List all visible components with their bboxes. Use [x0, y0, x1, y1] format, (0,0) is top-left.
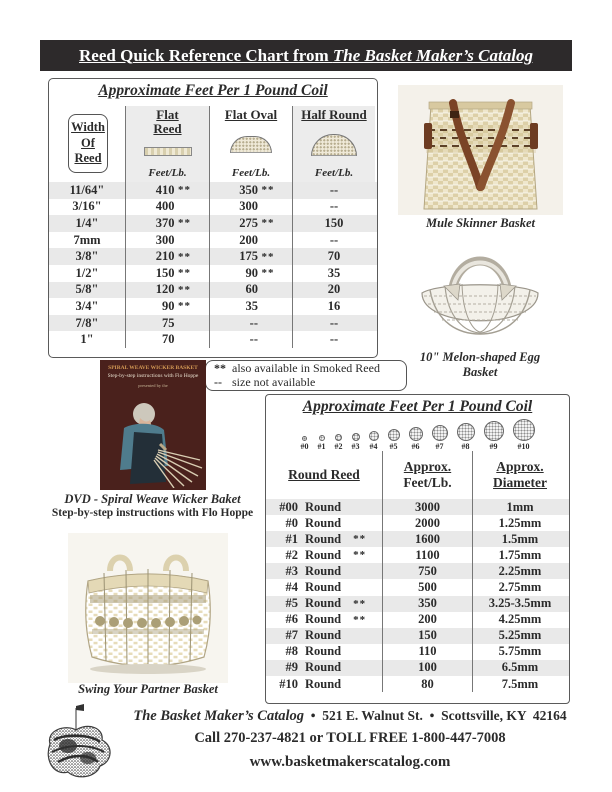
half-round-icon [311, 134, 357, 156]
flat-value: 210 [155, 249, 175, 264]
feet-cell: 150 [382, 628, 472, 644]
feet-cell: 100 [382, 660, 472, 676]
feet-cell: 200 [382, 612, 472, 628]
oval-cell [209, 298, 292, 315]
name-cell: Round [305, 660, 342, 675]
diameter-cell: 5.75mm [472, 644, 567, 660]
half-cell: -- [292, 182, 375, 199]
round-reed-table-body [266, 499, 569, 692]
dvd-cover-photo [100, 360, 206, 490]
flat-oval-label: Flat Oval [224, 107, 278, 122]
half-cell: 35 [292, 265, 375, 282]
oval-cell [209, 215, 292, 232]
diameter-cell: 2.75mm [472, 579, 567, 595]
size-label: #6 [411, 442, 420, 451]
footer [118, 708, 582, 771]
width-cell: 1/2" [75, 265, 99, 280]
round-reed-header-cell [266, 451, 382, 499]
egg-caption-line2: Basket [462, 365, 498, 379]
dvd-cover-credit: presented by the [138, 383, 168, 388]
diameter-cell: 7.5mm [472, 676, 567, 692]
name-cell: Round [305, 676, 342, 691]
oval-cell [209, 265, 292, 282]
table-row [266, 628, 569, 644]
flat-note: ** [178, 300, 191, 313]
dvd-caption-line2: Step-by-step instructions with Flo Hoppe [51, 507, 254, 519]
flat-value: 370 [155, 215, 175, 230]
table-row [49, 232, 377, 249]
page-title-text: Reed Quick Reference Chart from [79, 45, 333, 65]
round-reed-icon [409, 427, 423, 441]
flat-reed-table-title-text: Approximate Feet Per 1 Pound Coil [98, 82, 328, 99]
size-cell: #3 [285, 563, 298, 578]
approx-diameter-header-cell [472, 451, 567, 499]
oval-value: 350 [239, 182, 258, 197]
approx-label: Approx. [496, 459, 544, 475]
half-round-label: Half Round [301, 107, 367, 122]
flat-value: 400 [155, 199, 175, 214]
dvd-caption-line1: DVD - Spiral Weave Wicker Baket [64, 492, 241, 506]
flat-cell [125, 232, 209, 249]
table-row [266, 499, 569, 515]
flat-cell [125, 331, 209, 348]
table-row [49, 331, 377, 348]
half-cell: -- [292, 315, 375, 332]
flat-reed-header-label [153, 108, 181, 137]
footnote-text: size not available [232, 374, 316, 389]
flat-cell [125, 199, 209, 216]
table-row [49, 298, 377, 315]
flat-oval-header-cell [209, 106, 292, 182]
diameter-cell: 1.75mm [472, 547, 567, 563]
size-cell: #8 [285, 644, 298, 659]
table-row [266, 676, 569, 692]
feet-cell: 1600 [382, 531, 472, 547]
round-reed-icon [319, 435, 325, 441]
half-cell: 20 [292, 282, 375, 299]
flat-note: ** [178, 250, 191, 263]
oval-value: 175 [239, 249, 258, 264]
size-label: #1 [317, 442, 326, 451]
round-reed-table-title-text: Approximate Feet Per 1 Pound Coil [302, 398, 533, 415]
size-label: #4 [369, 442, 378, 451]
footer-address-line [118, 708, 582, 725]
footnote-box [205, 360, 407, 391]
table-row [266, 563, 569, 579]
name-cell: Round [305, 580, 342, 595]
width-of-reed-box [68, 114, 108, 173]
basket-makers-logo [38, 700, 120, 791]
note-cell: ** [353, 549, 367, 562]
round-reed-icon [457, 423, 475, 441]
size-label: #9 [489, 442, 498, 451]
round-reed-icon [335, 434, 342, 441]
table-row [266, 596, 569, 612]
mule-skinner-basket-photo [398, 85, 563, 220]
name-cell: Round [305, 547, 342, 562]
round-reed-table-header [266, 451, 569, 499]
half-feet-lb-label: Feet/Lb. [314, 167, 354, 179]
size-item [457, 420, 475, 451]
oval-value: -- [249, 315, 258, 330]
round-reed-icon [484, 421, 504, 441]
name-cell: Round [305, 563, 342, 578]
half-cell: 70 [292, 248, 375, 265]
size-item [318, 420, 326, 451]
footnote-symbol: ** [214, 361, 226, 375]
table-row [49, 282, 377, 299]
egg-caption-line1: 10" Melon-shaped Egg [419, 350, 541, 364]
feet-cell: 1100 [382, 547, 472, 563]
flat-note: ** [178, 267, 191, 280]
dvd-caption [40, 492, 265, 519]
reed-label: Reed [74, 151, 102, 166]
size-item [484, 420, 504, 451]
flat-note: ** [178, 184, 191, 197]
round-reed-icon [369, 431, 379, 441]
feet-cell: 500 [382, 579, 472, 595]
table-row [49, 182, 377, 199]
footer-brand: The Basket Maker’s Catalog [133, 708, 305, 724]
page-title-brand: The Basket Maker’s Catalog [332, 45, 533, 65]
swing-basket-caption: Swing Your Partner Basket [78, 682, 218, 696]
flat-value: 300 [155, 232, 175, 247]
table-row [266, 579, 569, 595]
diameter-cell: 1.25mm [472, 515, 567, 531]
oval-note: ** [261, 217, 275, 230]
round-reed-icon [302, 436, 307, 441]
width-cell: 1/4" [75, 215, 99, 230]
feet-cell: 750 [382, 563, 472, 579]
oval-cell [209, 282, 292, 299]
diameter-cell: 3.25-3.5mm [472, 596, 567, 612]
size-label: #7 [435, 442, 444, 451]
round-reed-table [265, 394, 570, 704]
oval-feet-lb-label: Feet/Lb. [231, 167, 271, 179]
flat-reed-icon [144, 147, 192, 156]
footer-address: • 521 E. Walnut St. • Scottsville, KY 42164 [304, 708, 567, 723]
width-cell: 5/8" [75, 282, 99, 297]
size-cell: #4 [285, 580, 298, 595]
flat-cell [125, 265, 209, 282]
footer-phone: Call 270-237-4821 or TOLL FREE 1-800-447-7008 [194, 730, 506, 746]
size-label: #5 [389, 442, 398, 451]
name-cell: Round [305, 612, 342, 627]
width-cell: 1" [80, 332, 94, 347]
flat-reed-icon-box [144, 137, 192, 167]
flat-value: 70 [162, 332, 175, 347]
table-row [266, 660, 569, 676]
name-cell: Round [305, 531, 342, 546]
flat-reed-table-body [49, 182, 377, 348]
oval-value: 90 [245, 265, 258, 280]
oval-cell [209, 248, 292, 265]
flat-cell [125, 215, 209, 232]
oval-cell [209, 182, 292, 199]
oval-value: 200 [239, 232, 258, 247]
table-row [266, 547, 569, 563]
diameter-cell: 5.25mm [472, 628, 567, 644]
oval-cell [209, 331, 292, 348]
flat-value: 150 [155, 265, 175, 280]
diameter-cell: 2.25mm [472, 563, 567, 579]
oval-cell [209, 315, 292, 332]
oval-note: ** [261, 267, 275, 280]
width-cell: 7mm [73, 232, 101, 247]
oval-cell [209, 199, 292, 216]
flat-note: ** [178, 217, 191, 230]
flat-cell [125, 182, 209, 199]
half-cell: 150 [292, 215, 375, 232]
flat-feet-lb-label: Feet/Lb. [148, 167, 187, 179]
oval-note: ** [261, 250, 275, 263]
half-cell: -- [292, 331, 375, 348]
feet-cell: 3000 [382, 499, 472, 515]
size-cell: #9 [285, 660, 298, 675]
name-cell: Round [305, 515, 342, 530]
round-reed-icon [513, 419, 535, 441]
diameter-cell: 1.5mm [472, 531, 567, 547]
round-reed-table-title [266, 395, 569, 421]
note-cell: ** [353, 613, 367, 626]
size-cell: #2 [285, 547, 298, 562]
size-item [409, 420, 423, 451]
diameter-cell: 1mm [472, 499, 567, 515]
size-cell: #6 [285, 612, 298, 627]
size-item [335, 420, 343, 451]
note-cell: ** [353, 533, 367, 546]
flat-reed-header-cell [125, 106, 209, 182]
size-item [369, 420, 379, 451]
egg-basket-caption [392, 350, 568, 380]
dvd-cover-subtitle: Step-by-step instructions with Flo Hoppe [107, 373, 199, 379]
name-cell: Round [305, 596, 342, 611]
half-cell: -- [292, 232, 375, 249]
width-header-cell [49, 106, 125, 182]
footnote-symbol: -- [214, 374, 222, 389]
flat-value: 410 [155, 182, 175, 197]
width-cell: 3/16" [72, 199, 102, 214]
table-row [49, 265, 377, 282]
size-cell: #00 [279, 499, 298, 514]
table-row [49, 248, 377, 265]
name-cell: Round [305, 499, 342, 514]
approx-feet-header-cell [382, 451, 472, 499]
flat-value: 120 [155, 282, 175, 297]
table-row [266, 531, 569, 547]
size-cell: #7 [285, 628, 298, 643]
size-cell: #0 [285, 515, 298, 530]
half-round-icon-box [311, 122, 357, 167]
half-cell: 16 [292, 298, 375, 315]
name-cell: Round [305, 628, 342, 643]
size-cell: #1 [285, 531, 298, 546]
half-cell: -- [292, 199, 375, 216]
egg-basket-photo [400, 238, 560, 355]
round-reed-header-label: Round Reed [288, 467, 360, 483]
table-row [49, 215, 377, 232]
size-item [352, 420, 360, 451]
note-cell: ** [353, 597, 367, 610]
size-label: #10 [517, 442, 530, 451]
name-cell: Round [305, 644, 342, 659]
oval-value: -- [249, 332, 258, 347]
width-cell: 11/64" [69, 182, 105, 197]
flat-oval-icon [230, 136, 272, 153]
page-title-bar [40, 40, 572, 71]
flat-cell [125, 248, 209, 265]
round-reed-icon [432, 425, 448, 441]
flat-label: Flat [156, 107, 179, 122]
table-row [49, 315, 377, 332]
oval-value: 35 [245, 298, 258, 313]
round-reed-icon [388, 429, 400, 441]
oval-value: 60 [245, 282, 258, 297]
flat-reed-label: Reed [153, 121, 182, 137]
flat-value: 90 [162, 298, 175, 313]
size-item [301, 420, 309, 451]
swing-basket-photo [68, 533, 228, 688]
table-row [49, 199, 377, 216]
flat-value: 75 [162, 315, 175, 330]
width-cell: 7/8" [75, 315, 99, 330]
width-label: Width [71, 120, 105, 134]
flat-reed-table-title [49, 79, 377, 106]
table-row [266, 515, 569, 531]
diameter-label: Diameter [493, 475, 547, 490]
round-reed-size-icons [266, 421, 569, 451]
table-row [266, 612, 569, 628]
page-title [79, 46, 533, 66]
flat-reed-table [48, 78, 378, 358]
half-round-header-cell [292, 106, 375, 182]
size-label: #2 [334, 442, 343, 451]
table-row [266, 644, 569, 660]
size-label: #0 [300, 442, 309, 451]
mule-basket-caption: Mule Skinner Basket [425, 216, 536, 230]
dvd-cover-title: SPIRAL WEAVE WICKER BASKET [108, 365, 198, 371]
width-cell: 3/8" [75, 249, 99, 264]
diameter-cell: 6.5mm [472, 660, 567, 676]
flat-note: ** [178, 283, 191, 296]
approx-label: Approx. [403, 459, 452, 475]
footnote-text: also available in Smoked Reed [232, 361, 380, 375]
flat-cell [125, 298, 209, 315]
oval-value: 300 [239, 199, 258, 214]
feet-cell: 80 [382, 676, 472, 692]
size-cell: #10 [279, 676, 298, 691]
oval-note: ** [261, 184, 275, 197]
feet-cell: 110 [382, 644, 472, 660]
oval-cell [209, 232, 292, 249]
footer-website: www.basketmakerscatalog.com [249, 754, 451, 770]
flat-cell [125, 282, 209, 299]
size-cell: #5 [285, 596, 298, 611]
flat-cell [125, 315, 209, 332]
flat-reed-table-header [49, 106, 377, 182]
size-label: #3 [351, 442, 360, 451]
diameter-cell: 4.25mm [472, 612, 567, 628]
size-item [513, 420, 535, 451]
of-label: Of [81, 135, 95, 150]
flat-oval-icon-box [230, 122, 272, 167]
feet-cell: 2000 [382, 515, 472, 531]
feet-cell: 350 [382, 596, 472, 612]
feet-lb-label: Feet/Lb. [403, 475, 452, 490]
round-reed-icon [352, 433, 360, 441]
size-item [432, 420, 448, 451]
size-label: #8 [461, 442, 470, 451]
dvd-cover-art [100, 388, 206, 488]
oval-value: 275 [239, 215, 258, 230]
width-cell: 3/4" [75, 298, 99, 313]
size-item [388, 420, 400, 451]
